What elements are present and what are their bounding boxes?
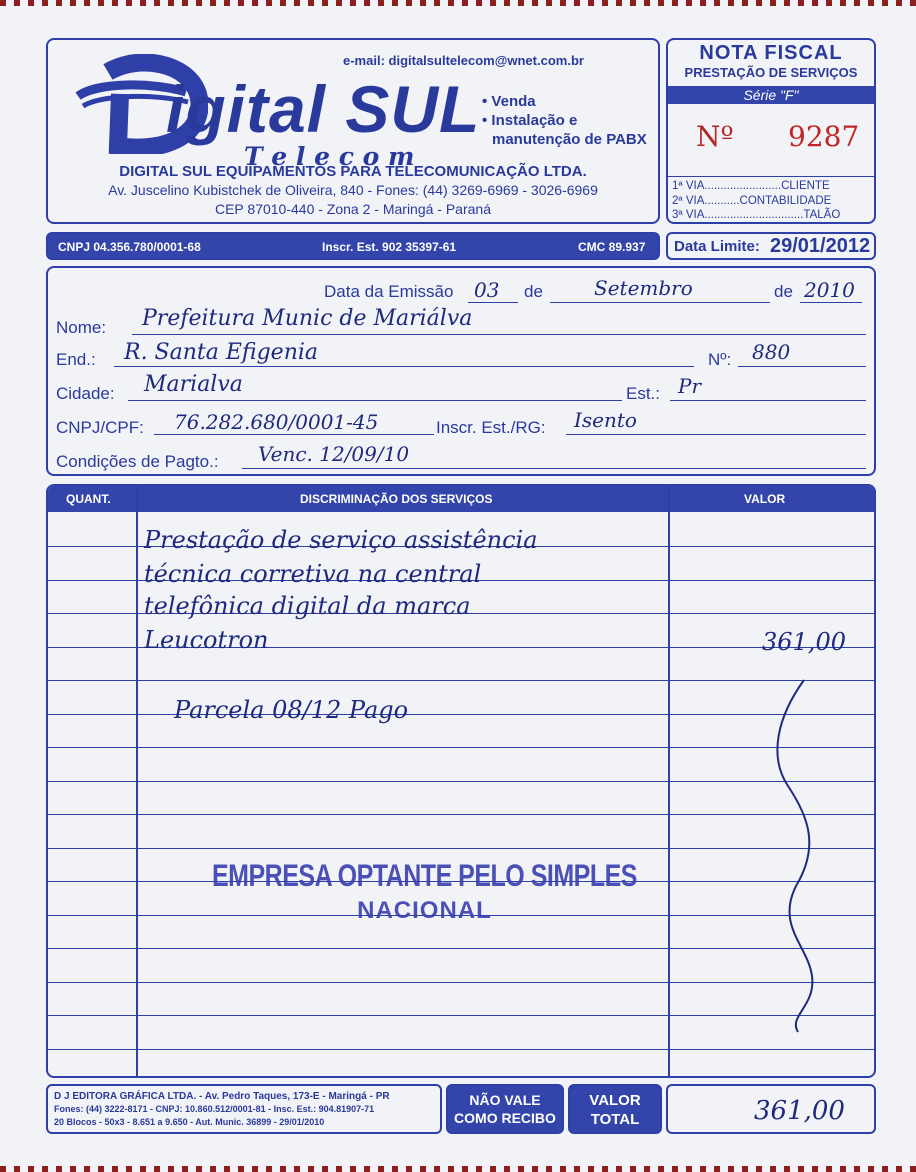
table-row xyxy=(48,948,874,949)
nome-value[interactable]: Prefeitura Munic de Mariálva xyxy=(142,306,473,331)
company-logo xyxy=(58,54,488,171)
top-perforation xyxy=(0,0,916,6)
table-row xyxy=(48,1049,874,1050)
squiggle-line xyxy=(768,676,828,1036)
col-valor: VALOR xyxy=(744,492,786,506)
serie-band: Série "F" xyxy=(668,86,874,104)
company-header xyxy=(46,38,660,224)
table-row xyxy=(48,747,874,748)
services-table xyxy=(46,484,876,1078)
cnpj-value[interactable]: 76.282.680/0001-45 xyxy=(174,410,379,434)
company-legal-name: DIGITAL SUL EQUIPAMENTOS PARA TELECOMUNICAÇÃO LTDA. xyxy=(119,163,587,180)
nota-fiscal-box xyxy=(666,38,876,224)
emissao-day[interactable]: 03 xyxy=(474,278,500,302)
service-line-2[interactable]: técnica corretiva na central xyxy=(144,560,482,588)
cond-value[interactable]: Venc. 12/09/10 xyxy=(258,442,410,466)
data-limite-label: Data Limite: xyxy=(674,238,760,255)
emissao-label: Data da Emissão xyxy=(324,282,454,301)
nota-title: NOTA FISCAL xyxy=(699,42,843,64)
service-line-4[interactable]: Leucotron xyxy=(144,626,269,654)
col-quant: QUANT. xyxy=(66,492,111,506)
insc-value[interactable]: Isento xyxy=(574,408,637,432)
end-value[interactable]: R. Santa Efigenia xyxy=(124,340,319,365)
insc-emitter: Inscr. Est. 902 35397-61 xyxy=(322,240,457,254)
valor-total-box xyxy=(666,1084,876,1134)
valor-total-label: VALOR TOTAL xyxy=(568,1084,662,1134)
num-value[interactable]: 880 xyxy=(752,340,791,364)
table-row xyxy=(48,848,874,849)
col-disc: DISCRIMINAÇÃO DOS SERVIÇOS xyxy=(300,492,493,506)
table-row xyxy=(48,680,874,681)
nota-number: 9287 xyxy=(788,120,860,153)
table-row xyxy=(48,781,874,782)
nota-subtitle: PRESTAÇÃO DE SERVIÇOS xyxy=(684,65,858,80)
bottom-perforation xyxy=(0,1166,916,1172)
company-email: e-mail: digitalsultelecom@wnet.com.br xyxy=(343,53,584,68)
nao-vale-box: NÃO VALE COMO RECIBO xyxy=(446,1084,564,1134)
est-value[interactable]: Pr xyxy=(678,374,702,398)
table-row xyxy=(48,714,874,715)
company-address: Av. Juscelino Kubistchek de Oliveira, 840 - Fones: (44) 3269-6969 - 3026-6969 xyxy=(108,182,598,198)
service-line-1[interactable]: Prestação de serviço assistência xyxy=(144,526,538,554)
table-row xyxy=(48,1015,874,1016)
table-header xyxy=(48,486,874,512)
client-form: Data da Emissão 03 de Setembro de 2010 Nome: Prefeitura Munic de Mariálva End.: R. Santa Efigenia Nº: 880 Cidade: Marialva Est.: Pr CNPJ/CPF: 76.282.680/0001-45 Inscr. Est./RG: Isento Condições de Pagto.: Venc. 12/09/10 xyxy=(46,266,876,476)
data-limite-box xyxy=(666,232,876,260)
printer-box: D J EDITORA GRÁFICA LTDA. - Av. Pedro Taques, 173-E - Maringá - PR Fones: (44) 3222-8171 - CNPJ: 10.860.512/0001-81 - Insc. Est.: 904.81907-71 20 Blocos - 50x3 - 8.651 a 9.650 - Aut. Munic. 36899 - 29/01/2010 xyxy=(46,1084,442,1134)
data-limite-value: 29/01/2012 xyxy=(770,235,871,257)
service-line-3[interactable]: telefônica digital da marca xyxy=(144,592,471,620)
emissao-year[interactable]: 2010 xyxy=(804,278,855,302)
table-row xyxy=(48,814,874,815)
ids-bar xyxy=(46,232,660,260)
cmc-emitter: CMC 89.937 xyxy=(578,240,646,254)
brand-subtitle: T e l e c o m xyxy=(244,142,415,171)
company-cep: CEP 87010-440 - Zona 2 - Maringá - Paraná xyxy=(214,201,491,217)
services-list: • Venda • Instalação e manutenção de PABX xyxy=(482,93,647,148)
cnpj-emitter: CNPJ 04.356.780/0001-68 xyxy=(58,240,201,254)
brand-name: igital SUL xyxy=(166,72,481,146)
total-value[interactable]: 361,00 xyxy=(754,1096,845,1126)
simples-stamp: EMPRESA OPTANTE PELO SIMPLES NACIONAL xyxy=(212,858,637,924)
service-value[interactable]: 361,00 xyxy=(762,628,846,656)
parcela-note[interactable]: Parcela 08/12 Pago xyxy=(174,696,409,724)
table-row xyxy=(48,982,874,983)
vias-list: 1ª VIA........................CLIENTE 2ª VIA...........CONTABILIDADE 3ª VIA...............................TALÃO xyxy=(672,180,841,221)
nota-number-label: Nº xyxy=(696,120,734,153)
cidade-value[interactable]: Marialva xyxy=(144,372,243,397)
emissao-month[interactable]: Setembro xyxy=(594,276,693,300)
